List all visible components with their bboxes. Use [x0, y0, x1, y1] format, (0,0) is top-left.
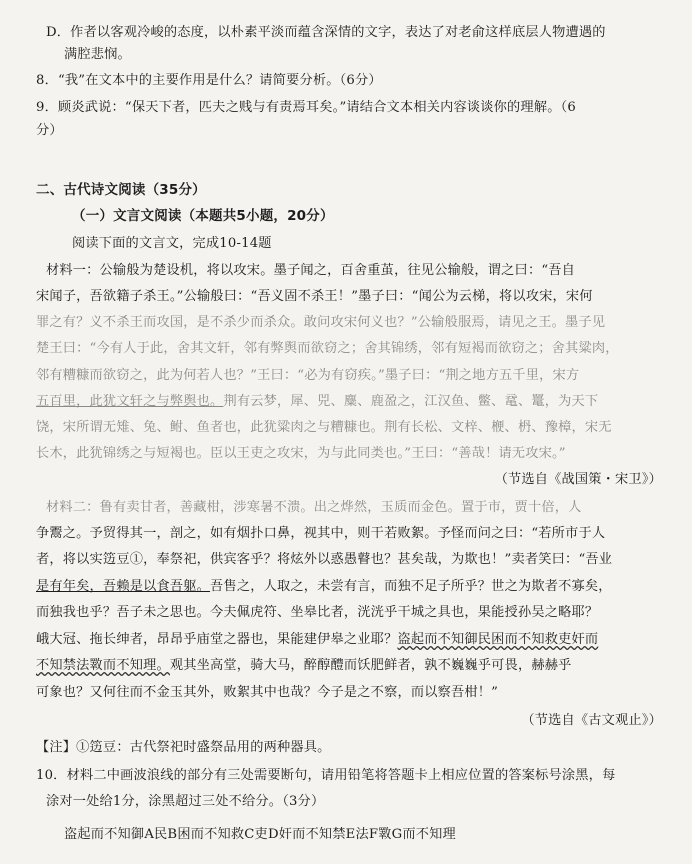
material-2-line-8: 可象也？又何往而不金玉其外，败絮其中也哉？今子是之不察，而以察吾柑！” — [36, 685, 499, 700]
material-1-line-7: 饶，宋所谓无雉、兔、鲋、鱼者也，此犹粱肉之与糟糠也。荆有长松、文梓、楩、枬、豫樟，宋无 — [36, 420, 612, 435]
material-2-line-1: 材料二：鲁有卖甘者，善藏柑，涉寒暑不溃。出之烨然，玉质而金色。置于市，贾十倍，人 — [46, 500, 582, 515]
material-1-source: （节选自《战国策・宋卫》） — [494, 472, 662, 487]
question-9-line-1: 9．顾炎武说：“保天下者，匹夫之贱与有责焉耳矣。”请结合文本相关内容谈谈你的理解。（6 — [36, 100, 576, 115]
material-1-line-8: 长木，此犹锦绣之与短褐也。臣以王吏之攻宋，为与此同类也。”王曰：“善哉！请无攻宋。” — [36, 446, 566, 461]
question-10-line-2: 涂对一处给1分，涂黑超过三处不给分。（3分） — [46, 794, 325, 809]
text-segment: 荆有云梦，犀、兕、麋、鹿盈之，江汉鱼、鳖、鼋、鼍，为天下 — [223, 394, 599, 409]
option-d-line-1: D．作者以客观冷峻的态度，以朴素平淡而蕴含深情的文字，表达了对老俞这样底层人物遭遇的 — [46, 25, 606, 40]
underlined-segment: 是有年矣，吾赖是以食吾躯。 — [36, 579, 211, 594]
material-1-line-1: 材料一：公输般为楚设机，将以攻宋。墨子闻之，百舍重茧，往见公输般，谓之曰：“吾自 — [46, 263, 576, 278]
underlined-segment: 五百里，此犹文轩之与弊舆也。 — [36, 394, 224, 409]
question-10-line-1: 10．材料二中画波浪线的部分有三处需要断句，请用铅笔将答题卡上相应位置的答案标号涂黑，每 — [36, 768, 616, 783]
material-2-line-7 — [36, 657, 572, 674]
question-10-options: 盗起而不知御A民B困而不知救C吏D奸而不知禁E法F斁G而不知理 — [64, 827, 456, 842]
text-segment: 吾售之，人取之，未尝有言，而独不足子所乎？世之为欺者不寡矣， — [210, 579, 612, 594]
text-segment: 峨大冠、拖长绅者，昂昂乎庙堂之器也，果能建伊皋之业耶？ — [36, 632, 398, 647]
material-1-line-6 — [36, 393, 598, 410]
wavy-underlined-segment: 不知禁法斁而不知理。 — [36, 658, 170, 673]
material-1-line-4: 楚王曰：“今有人于此，舍其文轩，邻有弊舆而欲窃之；舍其锦绣，邻有短褐而欲窃之；舍其粱肉， — [36, 341, 619, 356]
reading-instruction: 阅读下面的文言文，完成10-14题 — [72, 236, 272, 251]
material-2-line-5: 而独我也乎？吾子未之思也。今夫佩虎符、坐皋比者，洸洸乎干城之具也，果能授孙吴之略耶？ — [36, 605, 599, 620]
text-segment: 观其坐高堂，骑大马，醉醇醴而饫肥鲜者，孰不巍巍乎可畏，赫赫乎 — [169, 658, 572, 673]
material-2-line-2: 争鬻之。予贸得其一，剖之，如有烟扑口鼻，视其中，则干若败絮。予怪而问之曰：“若所市于人 — [36, 526, 606, 541]
question-8: 8．“我”在文本中的主要作用是什么？请简要分析。（6分） — [36, 73, 382, 88]
section-heading: 二、古代诗文阅读（35分） — [36, 182, 206, 198]
material-1-line-3: 罪之有？义不杀王而攻国，是不杀少而杀众。敢问攻宋何义也？”公输般服焉，请见之王。墨子见 — [36, 315, 606, 330]
material-1-line-5: 邻有糟糠而欲窃之，此为何若人也？”王曰：“必为有窃疾。”墨子曰：“荆之地方五千里，宋方 — [36, 368, 580, 383]
material-2-line-4 — [36, 578, 612, 595]
material-1-line-2: 宋闻子，吾欲籍子杀王。”公输般曰：“吾义固不杀王！”墨子曰：“闻公为云梯，将以攻宋，宋何 — [36, 289, 593, 304]
footnote: 【注】①笾豆：古代祭祀时盛祭品用的两种器具。 — [36, 740, 331, 755]
material-2-source: （节选自《古文观止》） — [521, 713, 662, 728]
question-9-line-2: 分） — [36, 123, 63, 138]
subsection-heading: （一）文言文阅读（本题共5小题，20分） — [72, 208, 334, 224]
option-d-line-2: 满腔悲悯。 — [64, 47, 131, 62]
wavy-underlined-segment: 盗起而不知御民困而不知救吏奸而 — [397, 632, 599, 647]
material-2-line-6 — [36, 631, 598, 648]
material-2-line-3: 者，将以实笾豆①，奉祭祀，供宾客乎？将炫外以惑愚瞽也？甚矣哉，为欺也！”卖者笑曰：“吾业 — [36, 552, 613, 567]
